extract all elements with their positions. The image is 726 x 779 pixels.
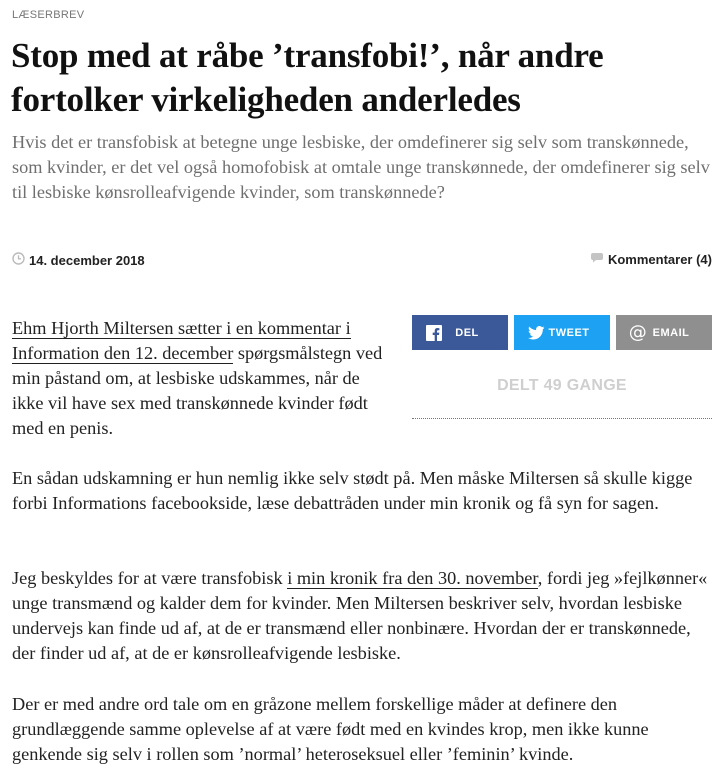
- comments-count: Kommentarer (4): [607, 252, 712, 267]
- facebook-share-button[interactable]: [412, 315, 508, 350]
- share-divider: [412, 418, 712, 419]
- email-share-button[interactable]: [616, 315, 712, 350]
- body-paragraph-3-text-b: , fordi jeg »fejlkønner« unge transmænd og kalder dem for kvinder. Men Miltersen beskriver selv, hvordan lesbiske undervejs kan finde ud af, at de er transmænd eller nonbinære. Hvordan der er transkønnede, der finder ud af, at de er kønsrolleafvigende lesbiske.: [12, 568, 708, 663]
- facebook-icon: [422, 325, 446, 341]
- at-sign-icon: @: [628, 322, 648, 343]
- twitter-share-button[interactable]: [514, 315, 610, 350]
- article-lede: Hvis det er transfobisk at betegne unge lesbiske, der omdefinerer sig selv som transkønnede, som kvinder, er det vel også homofobisk at omtale unge transkønnede, der omdefinerer sig selv til lesbiske kønsrolleafvigende kvinder, som transkønnede?: [12, 132, 710, 202]
- twitter-share-label: TWEET: [548, 326, 590, 339]
- article-headline: Stop med at råbe ’transfobi!’, når andre fortolker virkeligheden anderledes: [11, 36, 604, 119]
- body-paragraph-4: Der er med andre ord tale om en gråzone mellem forskellige måder at definere den grundlæggende samme oplevelse af at være født med en kvindes krop, men ikke kunne genkende sig selv i rollen som ’normal’ heteroseksuel eller ’feminin’ kvinde.: [12, 694, 649, 764]
- body-paragraph-1: [12, 316, 392, 441]
- kronik-link[interactable]: i min kronik fra den 30. november: [287, 568, 538, 588]
- share-count: DELT 49 GANGE: [497, 377, 627, 394]
- clock-icon: [12, 252, 25, 268]
- body-paragraph-3: [12, 566, 717, 666]
- facebook-share-label: DEL: [455, 326, 479, 339]
- information-comment-link[interactable]: Ehm Hjorth Miltersen sætter i en kommentar i Information den 12. december: [12, 318, 351, 363]
- article-meta: [12, 252, 712, 270]
- comments-link[interactable]: [590, 252, 712, 267]
- publish-date-text: 14. december 2018: [29, 252, 145, 268]
- body-paragraph-2: En sådan udskamning er hun nemlig ikke selv stødt på. Men måske Miltersen så skulle kigge forbi Informations facebookside, læse debattråden under min kronik og få syn for sagen.: [12, 468, 693, 513]
- publish-date: [12, 252, 145, 268]
- twitter-bird-icon: [524, 326, 548, 340]
- body-paragraph-1-text: spørgsmålstegn ved min påstand om, at lesbiske udskammes, når de ikke vil have sex med transkønnede kvinder født med en penis.: [12, 343, 383, 438]
- email-share-label: EMAIL: [652, 326, 690, 339]
- comment-bubble-icon: [590, 252, 604, 267]
- article-kicker: LÆSERBREV: [12, 9, 85, 21]
- body-paragraph-3-text-a: Jeg beskyldes for at være transfobisk: [12, 568, 288, 588]
